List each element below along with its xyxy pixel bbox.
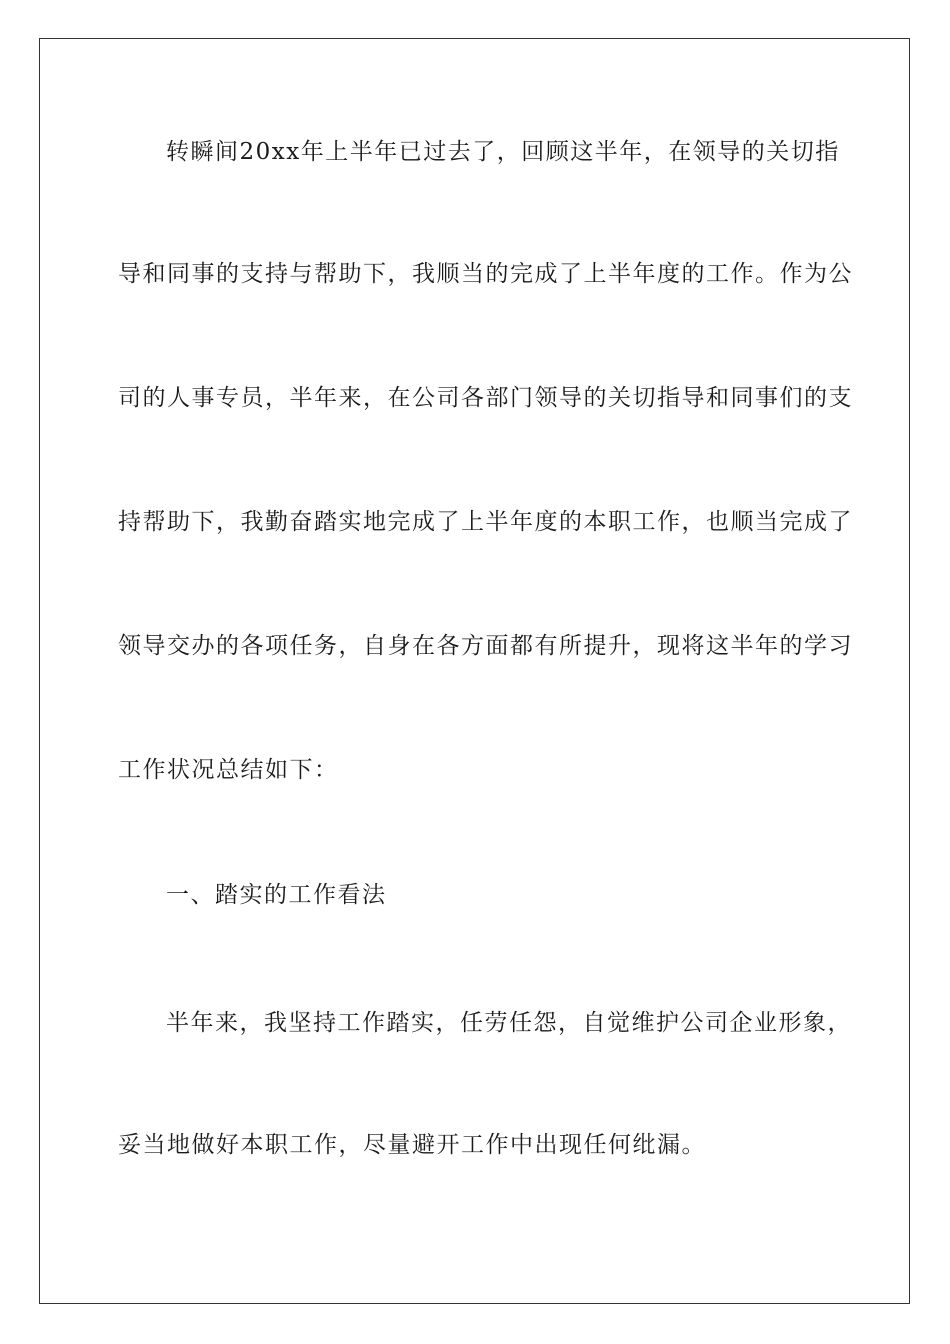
paragraph-1-line-5: 领导交办的各项任务，自身在各方面都有所提升，现将这半年的学习 xyxy=(118,633,853,659)
paragraph-1-line-2: 导和同事的支持与帮助下，我顺当的完成了上半年度的工作。作为公 xyxy=(118,261,853,287)
paragraph-1-line-3: 司的人事专员，半年来，在公司各部门领导的关切指导和同事们的支 xyxy=(118,385,853,411)
paragraph-2-line-2: 妥当地做好本职工作，尽量避开工作中出现任何纰漏。 xyxy=(118,1132,706,1158)
paragraph-1-line-6: 工作状况总结如下： xyxy=(118,757,339,783)
paragraph-2-line-1: 半年来，我坚持工作踏实，任劳任怨，自觉维护公司企业形象， xyxy=(166,1010,852,1036)
page-border xyxy=(39,38,910,1304)
paragraph-1-line-4: 持帮助下，我勤奋踏实地完成了上半年度的本职工作，也顺当完成了 xyxy=(118,509,853,535)
paragraph-1-line-1: 转瞬间20xx年上半年已过去了，回顾这半年，在领导的关切指 xyxy=(166,139,840,165)
section-heading: 一、踏实的工作看法 xyxy=(166,882,387,908)
